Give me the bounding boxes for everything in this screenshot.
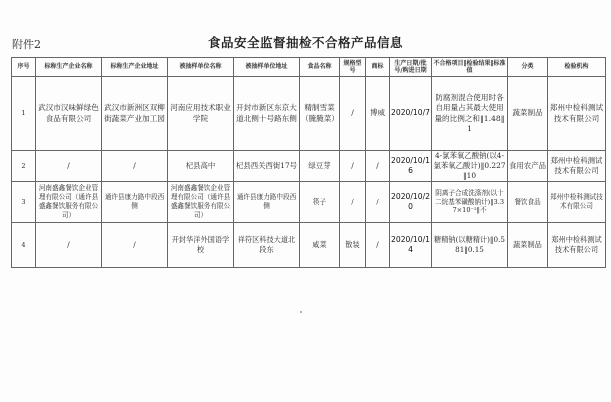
- cell-seq: 3: [12, 181, 36, 222]
- cell-brand: /: [366, 181, 390, 222]
- header-item: 不合格项目‖检验结果‖标准值: [432, 58, 508, 77]
- header-brand: 商标: [366, 58, 390, 77]
- nonconforming-products-table: [11, 57, 606, 268]
- cell-spec: /: [340, 151, 366, 182]
- cell-sampled-address: 祥符区科技大道北段东: [234, 222, 300, 267]
- header-producer-name: 标称生产企业名称: [36, 58, 102, 77]
- cell-date: 2020/10/7: [390, 77, 432, 151]
- table-row: [12, 151, 606, 182]
- cell-sampled-address: 开封市新区东京大道北侧十号路东侧: [234, 77, 300, 151]
- header-spec: 规格型号: [340, 58, 366, 77]
- cell-sampled-address: 杞县西关西街17号: [234, 151, 300, 182]
- cell-sampled-unit: 杞县高中: [168, 151, 234, 182]
- header-producer-address: 标称生产企业地址: [102, 58, 168, 77]
- cell-category: 蔬菜制品: [508, 77, 548, 151]
- cell-category: 蔬菜制品: [508, 222, 548, 267]
- cell-date: 2020/10/20: [390, 181, 432, 222]
- cell-sampled-address: 通许县康力路中段西侧: [234, 181, 300, 222]
- page-title: 食品安全监督抽检不合格产品信息: [207, 35, 403, 50]
- cell-lab: 郑州中检科测试技术有限公司: [548, 77, 606, 151]
- cell-seq: 2: [12, 151, 36, 182]
- cell-date: 2020/10/14: [390, 222, 432, 267]
- cell-lab: 郑州中检科测试技术有限公司: [548, 222, 606, 267]
- header-seq: 序号: [12, 58, 36, 77]
- cell-brand: /: [366, 151, 390, 182]
- cell-lab: 郑州中检科测试技术有限公司: [548, 151, 606, 182]
- cell-spec: 散装: [340, 222, 366, 267]
- cell-item: 阴离子合成洗涤剂(以十二烷基苯磺酸钠计)‖3.37×10⁻²‖不: [432, 181, 508, 222]
- cell-food-name: 绿豆芽: [300, 151, 340, 182]
- header-category: 分类: [508, 58, 548, 77]
- cell-item: 糖精钠(以糖精计)‖0.581‖0.15: [432, 222, 508, 267]
- cell-brand: /: [366, 222, 390, 267]
- cell-spec: /: [340, 77, 366, 151]
- cell-food-name: 精制雪菜（腌腌菜）: [300, 77, 340, 151]
- cell-category: 食用农产品: [508, 151, 548, 182]
- cell-spec: /: [340, 181, 366, 222]
- cell-producer-name: 河南盛鑫餐饮企业管理有限公司（通许县盛鑫餐饮服务有限公司）: [36, 181, 102, 222]
- attachment-label: 附件2: [12, 38, 41, 51]
- header-date: 生产日期/批号/购进日期: [390, 58, 432, 77]
- table-header-row: [12, 58, 606, 77]
- cell-lab: 郑州中检科测试技术有限公司: [548, 181, 606, 222]
- cell-producer-name: /: [36, 151, 102, 182]
- header-food-name: 食品名称: [300, 58, 340, 77]
- cell-producer-address: 通许县康力路中段西侧: [102, 181, 168, 222]
- cell-food-name: 筷子: [300, 181, 340, 222]
- cell-producer-address: 武汉市新洲区双柳街蔬菜产业加工园: [102, 77, 168, 151]
- header-sampled-address: 被抽样单位地址: [234, 58, 300, 77]
- cell-item: 4-氯苯氧乙酸钠(以4-氯苯氧乙酸计)‖0.227‖10: [433, 151, 506, 180]
- cell-sampled-unit: 开封华洋外国语学校: [168, 222, 234, 267]
- cell-producer-address: /: [102, 151, 168, 182]
- header-sampled-unit: 被抽样单位名称: [168, 58, 234, 77]
- header-lab: 检验机构: [548, 58, 606, 77]
- cell-food-name: 咸菜: [300, 222, 340, 267]
- cell-producer-name: 武汉市汉味鲜绿色食品有限公司: [36, 77, 102, 151]
- cell-brand: 博威: [366, 77, 390, 151]
- cell-category: 餐饮食品: [508, 181, 548, 222]
- cell-sampled-unit: 河南盛鑫餐饮企业管理有限公司（通许县盛鑫餐饮服务有限公司）: [168, 181, 234, 222]
- table-row: [12, 222, 606, 267]
- cell-seq: 4: [12, 222, 36, 267]
- table-row: [12, 77, 606, 151]
- scan-speck: [300, 311, 302, 313]
- table-row: [12, 181, 606, 222]
- cell-sampled-unit: 河南应用技术职业学院: [168, 77, 234, 151]
- cell-producer-name: /: [36, 222, 102, 267]
- cell-seq: 1: [12, 77, 36, 151]
- cell-date: 2020/10/16: [390, 151, 432, 182]
- cell-producer-address: /: [102, 222, 168, 267]
- cell-item: 防腐剂混合使用时各自用量占其最大使用量的比例之和‖1.48‖1: [432, 77, 508, 151]
